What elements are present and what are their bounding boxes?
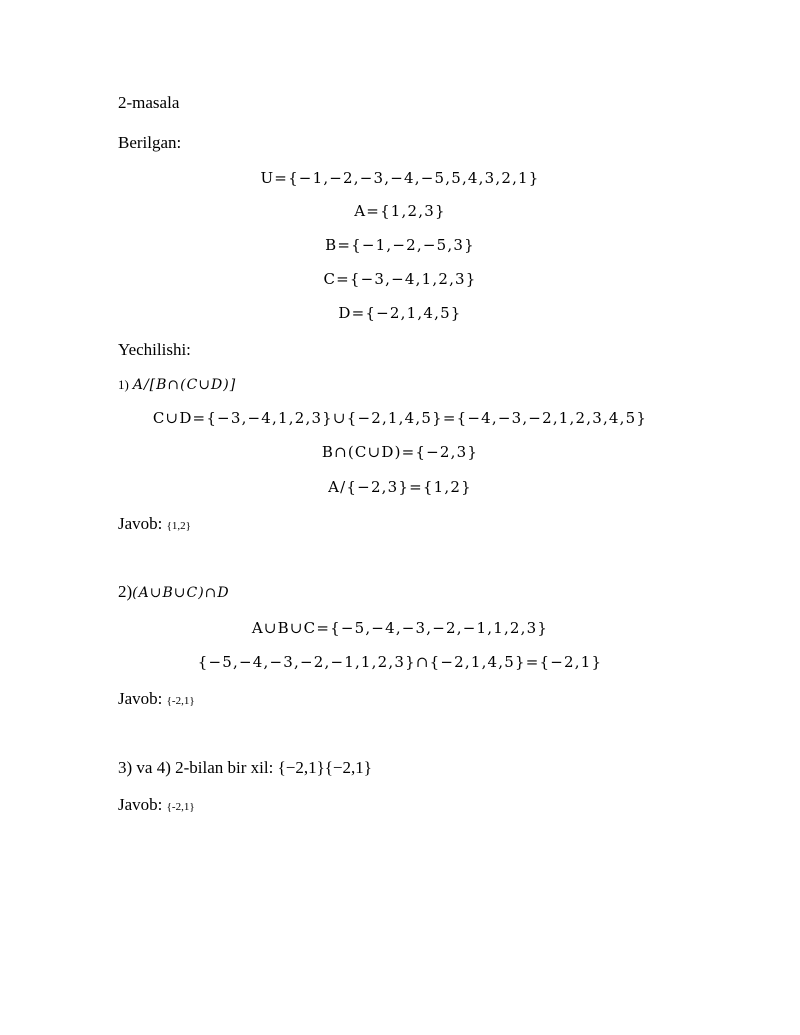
part1-answer-line	[118, 514, 191, 534]
given-set-u: U={−1,−2,−3,−4,−5,5,4,3,2,1}	[260, 169, 540, 187]
part1-step-2: B∩(C∪D)={−2,3}	[321, 443, 479, 461]
part3-answer-line	[118, 795, 195, 815]
part1-label: 1)	[118, 377, 129, 392]
part2-answer-line	[118, 689, 195, 709]
part1-answer-label: Javob:	[118, 514, 163, 533]
part2-expression: (A∪B∪C)∩D	[132, 585, 230, 601]
given-set-c: C={−3,−4,1,2,3}	[323, 270, 477, 288]
part3-text: 3) va 4) 2-bilan bir xil: {−2,1}{−2,1}	[118, 758, 372, 777]
part2-label: 2)	[118, 582, 133, 601]
part3-answer-value: {-2,1}	[166, 801, 195, 813]
given-set-b: B={−1,−2,−5,3}	[325, 236, 475, 254]
problem-title: 2-masala	[118, 93, 180, 112]
part1-expression: A/[B∩(C∪D)]	[132, 377, 237, 393]
part3-answer-label: Javob:	[118, 795, 163, 814]
part2-step-2: {−5,−4,−3,−2,−1,1,2,3}∩{−2,1,4,5}={−2,1}	[197, 653, 603, 671]
part1-header	[118, 376, 236, 394]
given-set-d: D={−2,1,4,5}	[338, 304, 462, 322]
part2-step-1: A∪B∪C={−5,−4,−3,−2,−1,1,2,3}	[251, 619, 549, 637]
given-set-a: A={1,2,3}	[354, 202, 446, 220]
part1-step-3: A/{−2,3}={1,2}	[328, 478, 472, 496]
part2-answer-value: {-2,1}	[166, 695, 195, 707]
solution-heading: Yechilishi:	[118, 340, 191, 359]
part2-header	[118, 582, 230, 602]
part1-answer-value: {1,2}	[166, 520, 191, 532]
part2-answer-label: Javob:	[118, 689, 163, 708]
part1-step-1: C∪D={−3,−4,1,2,3}∪{−2,1,4,5}={−4,−3,−2,1,2,3,4,5}	[152, 409, 648, 427]
given-heading: Berilgan:	[118, 133, 182, 152]
